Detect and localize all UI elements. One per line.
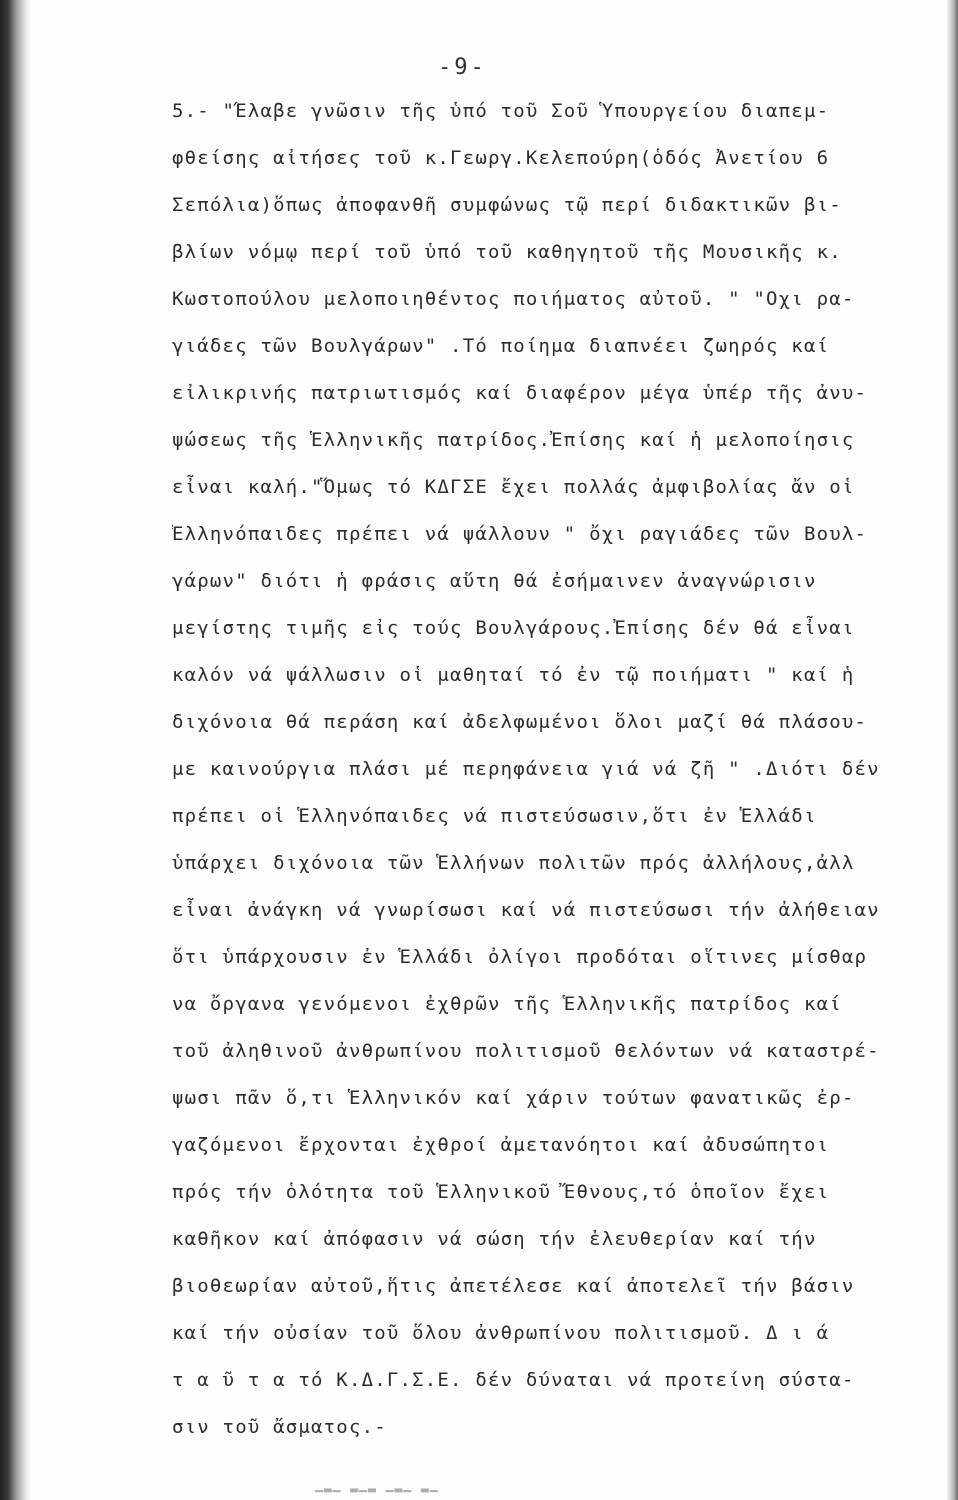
text-line: μεγίστης τιμῆς εἰς τούς Βουλγάρους.Ἐπίσης δέν θά εἶναι — [172, 617, 855, 639]
text-line: 5.- "Έλαβε γνῶσιν τῆς ὑπό τοῦ Σοῦ Ὑπουργείου διαπεμ- — [172, 100, 830, 122]
text-line: με καινούργια πλάσι μέ περηφάνεια γιά νά ζῆ " .Διότι δέν — [172, 758, 880, 780]
typed-paragraph — [172, 88, 942, 1451]
text-line: γαζόμενοι ἔρχονται ἐχθροί ἀμετανόητοι καί ἀδυσώπητοι — [172, 1134, 830, 1156]
text-line: Σεπόλια)ὅπως ἀποφανθῆ συμφώνως τῷ περί διδακτικῶν βι- — [172, 194, 842, 216]
text-line: ψώσεως τῆς Ἑλληνικῆς πατρίδος.Ἐπίσης καί ἡ μελοποίησις — [172, 429, 855, 451]
text-line: βιοθεωρίαν αὐτοῦ,ἥτις ἀπετέλεσε καί ἀποτελεῖ τήν βάσιν — [172, 1275, 855, 1297]
text-line: τοῦ ἀληθινοῦ ἀνθρωπίνου πολιτισμοῦ θελόντων νά καταστρέ- — [172, 1040, 880, 1062]
text-line: να ὄργανα γενόμενοι ἐχθρῶν τῆς Ἑλληνικῆς πατρίδος καί — [172, 993, 842, 1015]
page-number: -9- — [438, 55, 487, 80]
text-line: διχόνοια θά περάση καί ἀδελφωμένοι ὅλοι μαζί θά πλάσου- — [172, 711, 868, 733]
text-line: καί τήν οὐσίαν τοῦ ὅλου ἀνθρωπίνου πολιτισμοῦ. Δ ι ά — [172, 1322, 830, 1344]
text-line: γάρων" διότι ἡ φράσις αὕτη θά ἐσήμαινεν ἀναγνώρισιν — [172, 570, 817, 592]
text-line: εἰλικρινής πατριωτισμός καί διαφέρον μέγα ὑπέρ τῆς ἀνυ- — [172, 382, 868, 404]
text-line: ὅτι ὑπάρχουσιν ἐν Ἑλλάδι ὀλίγοι προδόται οἵτινες μίσθαρ — [172, 946, 868, 968]
text-line: τ α ῦ τ α τό Κ.Δ.Γ.Σ.Ε. δέν δύναται νά προτείνη σύστα- — [172, 1369, 855, 1391]
text-line: ὑπάρχει διχόνοια τῶν Ἑλλήνων πολιτῶν πρός ἀλλήλους,ἀλλ — [172, 852, 855, 874]
text-line: Κωστοπούλου μελοποιηθέντος ποιήματος αὐτοῦ. " "Οχι ρα- — [172, 288, 855, 310]
text-line: εἶναι καλή."Ὅμως τό ΚΔΓΣΕ ἔχει πολλάς ἀμφιβολίας ἄν οἱ — [172, 476, 855, 498]
text-line: πρός τήν ὁλότητα τοῦ Ἑλληνικοῦ Ἔθνους,τό ὁποῖον ἔχει — [172, 1181, 830, 1203]
scan-binding-shadow — [0, 0, 30, 1500]
text-line: καθῆκον καί ἀπόφασιν νά σώση τήν ἐλευθερίαν καί τήν — [172, 1228, 817, 1250]
text-line: φθείσης αἰτήσεϛ τοῦ κ.Γεωργ.Κελεπούρη(ὁδός Ἀνετίου 6 — [172, 147, 830, 169]
text-line: Ἑλληνόπαιδες πρέπει νά ψάλλουν " ὄχι ραγιάδες τῶν Βουλ- — [172, 523, 868, 545]
text-line: εἶναι ἀνάγκη νά γνωρίσωσι καί νά πιστεύσωσι τήν ἀλήθειαν — [172, 899, 880, 921]
text-line: σιν τοῦ ἄσματος.- — [172, 1416, 387, 1438]
text-line: καλόν νά ψάλλωσιν οἱ μαθηταί τό ἐν τῷ ποιήματι " καί ἡ — [172, 664, 855, 686]
text-line: ψωσι πᾶν ὅ,τι Ἑλληνικόν καί χάριν τούτων φανατικῶς ἐρ- — [172, 1087, 855, 1109]
text-line: βλίων νόμῳ περί τοῦ ὑπό τοῦ καθηγητοῦ τῆς Μουσικῆς κ. — [172, 241, 842, 263]
faint-archive-stamp: ▁▂▁ ▂▁▂ ▁▂▁ ▂▁ — [315, 1478, 439, 1493]
scan-page-edge — [946, 0, 958, 1500]
text-line: γιάδες τῶν Βουλγάρων" .Τό ποίημα διαπνέει ζωηρός καί — [172, 335, 830, 357]
text-line: πρέπει οἱ Ἑλληνόπαιδες νά πιστεύσωσιν,ὅτι ἐν Ἑλλάδι — [172, 805, 817, 827]
